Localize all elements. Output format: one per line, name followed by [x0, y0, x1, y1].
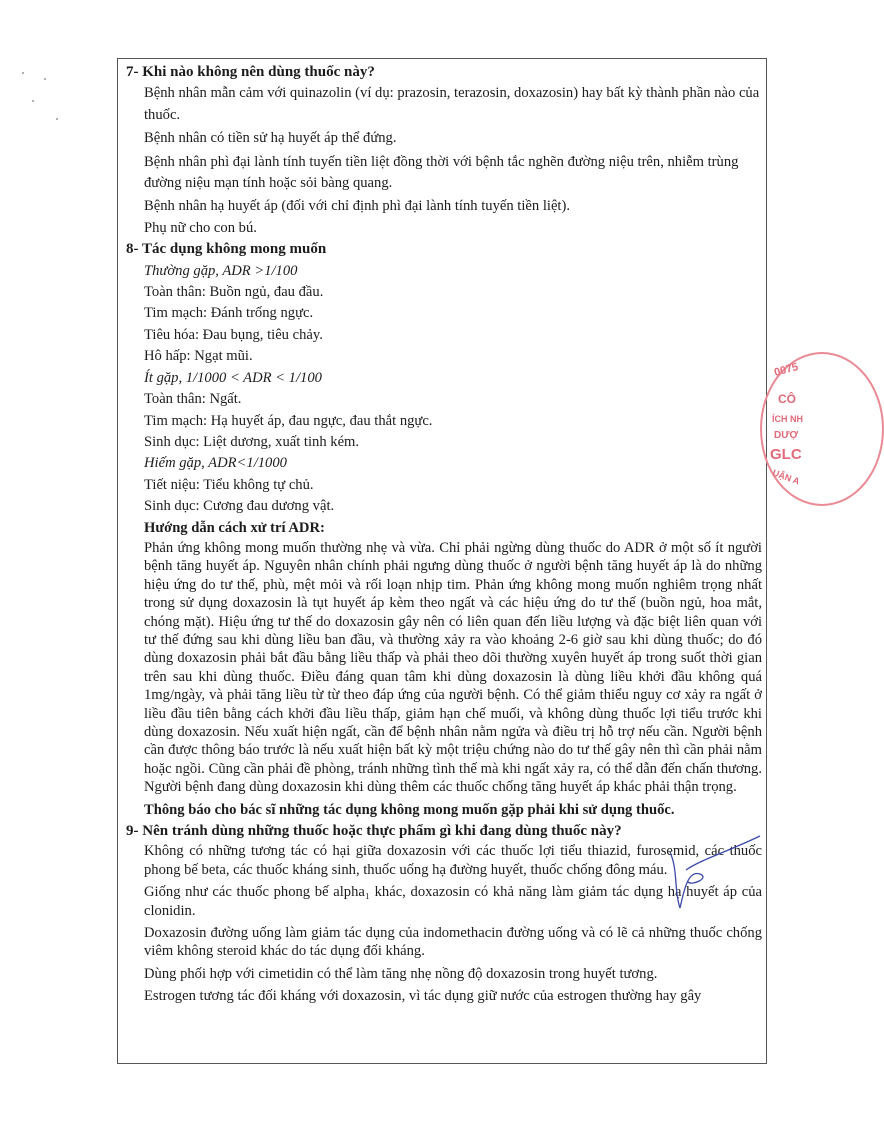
uncommon-item: Sinh dục: Liệt dương, xuất tinh kém. [144, 433, 360, 450]
section9-heading: 9- Nên tránh dùng những thuốc hoặc thực phẩm gì khi đang dùng thuốc này? [126, 823, 622, 840]
company-stamp [760, 352, 820, 502]
section7-line: Bệnh nhân phì đại lành tính tuyến tiền liệt đồng thời với bệnh tắc nghẽn đường niệu trên, nhiễm trùng đường niệu mạn tính hoặc sỏi bàng quang. [144, 153, 739, 192]
common-item: Tim mạch: Đánh trống ngực. [144, 305, 314, 322]
stamp-text: ÍCH NH [772, 414, 803, 424]
adr-guide-text: Phản ứng không mong muốn thường nhẹ và vừa. Chỉ phải ngừng dùng thuốc do ADR ở một số ít người bệnh tăng huyết áp. Nguyên nhân chính phải ngưng dùng thuốc ở người bệnh tăng huyết áp là do những hiệu ứng do tư thế, phù, mệt mỏi và rối loạn nhịp tim. Phản ứng không mong muốn nghiêm trọng nhất trong sử dụng doxazosin là tụt huyết áp kèm theo ngất và các hiệu ứng do tư thế (buồn ngủ, hoa mắt, chóng mặt). Hiệu ứng tư thế do doxazosin gây nên có liên quan đến liều lượng và đặc biệt liên quan với tư thế đứng sau khi dùng liều ban đầu, và thường xảy ra vào khoảng 2-6 giờ sau khi dùng thuốc; do đó dùng doxazosin phải bắt đầu bằng liều thấp và phải theo dõi thường xuyên huyết áp trong suốt thời gian trên sau khi dùng thuốc. Điều đáng quan tâm khi dùng doxazosin là dùng liều khởi đầu không quá 1mg/ngày, và phải tăng liều từ từ theo đáp ứng của người bệnh. Có thể giảm thiểu nguy cơ xảy ra ngất ở liều đầu tiên bằng cách khởi đầu liều thấp, giảm hạn chế muối, và không dùng thuốc lợi tiểu trước khi dùng doxazosin. Nếu xuất hiện ngất, cần để bệnh nhân nằm ngửa và điều trị hỗ trợ nếu cần. Người bệnh cần được thông báo trước là nếu xuất hiện bất kỳ một triệu chứng nào do tư thế gây nên thì cần phải nằm hoặc ngồi. Cũng cần phải đề phòng, tránh những tình thế mà khi ngất xảy ra, có thể dẫn đến chấn thương. Người bệnh đang dùng doxazosin khi dùng thêm các thuốc chống tăng huyết áp khác phải thận trọng. [144, 539, 762, 796]
signature-mark [640, 830, 770, 920]
stamp-text: DƯỢ [774, 430, 799, 441]
stamp-text: 0075 [772, 361, 800, 379]
section7-line: Bệnh nhân mẫn cảm với quinazolin (ví dụ: prazosin, terazosin, doxazosin) hay bất kỳ thành phần nào của thuốc. [144, 85, 760, 123]
section8-heading: 8- Tác dụng không mong muốn [126, 241, 327, 258]
uncommon-item: Tim mạch: Hạ huyết áp, đau ngực, đau thắt ngực. [144, 412, 433, 429]
section7-line: Bệnh nhân hạ huyết áp (đối với chỉ định phì đại lành tính tuyến tiền liệt). [144, 198, 570, 215]
section9-line: Giống như các thuốc phong bế alpha₁ khác, doxazosin có khả năng làm giảm tác dụng hạ huyết áp của clonidin. [144, 884, 762, 919]
section9-line: Doxazosin đường uống làm giảm tác dụng của indomethacin đường uống và có lẽ cả những thuốc chống viêm không steroid khác do tác dụng đối kháng. [144, 925, 762, 960]
rare-item: Sinh dục: Cương đau dương vật. [144, 498, 335, 515]
section7-heading: 7- Khi nào không nên dùng thuốc này? [126, 64, 375, 80]
common-item: Toàn thân: Buồn ngủ, đau đầu. [144, 284, 324, 301]
stamp-text: UẬN A [771, 467, 802, 487]
stamp-text: CÔ [778, 392, 796, 406]
section7-line: Phụ nữ cho con bú. [144, 219, 257, 236]
uncommon-item: Toàn thân: Ngất. [144, 391, 242, 408]
common-label: Thường gặp, ADR >1/100 [144, 262, 298, 279]
rare-item: Tiết niệu: Tiểu không tự chủ. [144, 476, 314, 493]
notice: Thông báo cho bác sĩ những tác dụng không mong muốn gặp phải khi sử dụng thuốc. [144, 801, 675, 818]
section9-line: Dùng phối hợp với cimetidin có thể làm tăng nhẹ nồng độ doxazosin trong huyết tương. [144, 965, 658, 982]
stamp-text: GLC [770, 446, 802, 463]
common-item: Tiêu hóa: Đau bụng, tiêu chảy. [144, 326, 323, 343]
section7-line: Bệnh nhân có tiền sử hạ huyết áp thể đứng. [144, 130, 397, 147]
adr-guide-heading: Hướng dẫn cách xử trí ADR: [144, 519, 325, 536]
uncommon-label: Ít gặp, 1/1000 < ADR < 1/100 [144, 369, 322, 386]
section9-line: Không có những tương tác có hại giữa doxazosin với các thuốc lợi tiểu thiazid, furosemid, các thuốc phong bế beta, các thuốc kháng sinh, thuốc uống hạ đường huyết, thuốc chống đông máu. [144, 843, 762, 878]
common-item: Hô hấp: Ngạt mũi. [144, 348, 253, 365]
rare-label: Hiếm gặp, ADR<1/1000 [144, 455, 287, 472]
section9-line: Estrogen tương tác đối kháng với doxazosin, vì tác dụng giữ nước của estrogen thường hay gây [144, 988, 702, 1005]
